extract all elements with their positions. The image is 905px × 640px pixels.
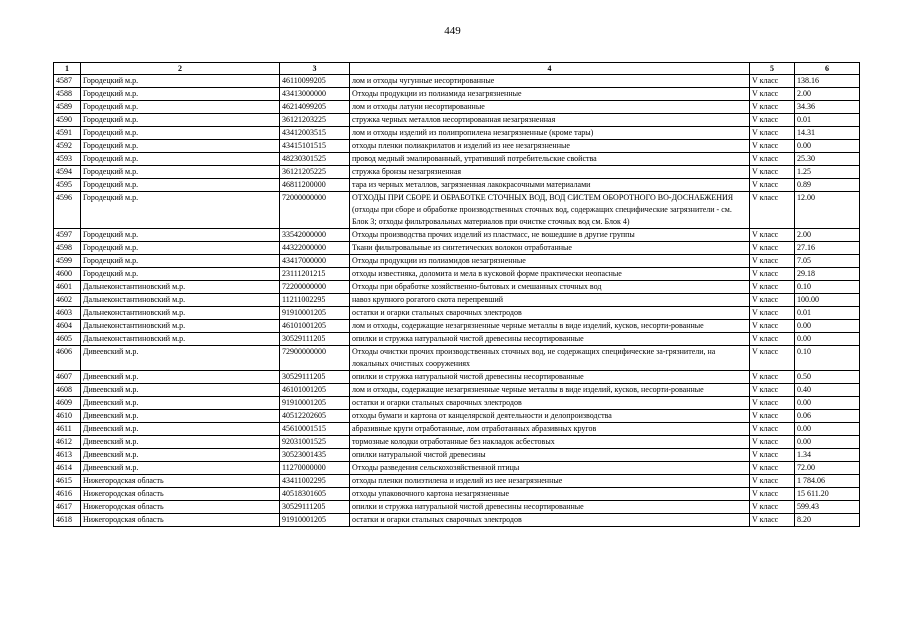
table-row bbox=[54, 75, 860, 88]
waste-code-cell: 30523001435 bbox=[280, 449, 350, 462]
table-row bbox=[54, 346, 860, 371]
hazard-class-cell: V класс bbox=[750, 423, 795, 436]
district-cell: Городецкий м.р. bbox=[81, 179, 280, 192]
district-cell: Дивеевский м.р. bbox=[81, 436, 280, 449]
table-row bbox=[54, 307, 860, 320]
row-number-cell: 4593 bbox=[54, 153, 81, 166]
row-number-cell: 4614 bbox=[54, 462, 81, 475]
district-cell: Городецкий м.р. bbox=[81, 88, 280, 101]
district-cell: Дальнеконстантиновский м.р. bbox=[81, 307, 280, 320]
row-number-cell: 4616 bbox=[54, 488, 81, 501]
page-number: 449 bbox=[444, 25, 461, 37]
hazard-class-cell: V класс bbox=[750, 166, 795, 179]
district-cell: Дальнеконстантиновский м.р. bbox=[81, 320, 280, 333]
waste-name-cell: Отходы производства прочих изделий из пластмасс, не вошедшие в другие группы bbox=[350, 229, 750, 242]
hazard-class-cell: V класс bbox=[750, 320, 795, 333]
waste-name-cell: опилки и стружка натуральной чистой древесины несортированные bbox=[350, 501, 750, 514]
waste-name-cell: отходы бумаги и картона от канцелярской деятельности и делопроизводства bbox=[350, 410, 750, 423]
row-number-cell: 4592 bbox=[54, 140, 81, 153]
column-header: 5 bbox=[750, 63, 795, 75]
district-cell: Городецкий м.р. bbox=[81, 127, 280, 140]
waste-register-table bbox=[53, 62, 860, 527]
amount-cell: 0.00 bbox=[795, 140, 860, 153]
district-cell: Дивеевский м.р. bbox=[81, 384, 280, 397]
waste-name-cell: тара из черных металлов, загрязненная лакокрасочными материалами bbox=[350, 179, 750, 192]
row-number-cell: 4607 bbox=[54, 371, 81, 384]
amount-cell: 0.00 bbox=[795, 436, 860, 449]
hazard-class-cell: V класс bbox=[750, 397, 795, 410]
amount-cell: 7.05 bbox=[795, 255, 860, 268]
waste-name-cell: Отходы продукции из полиамида незагрязненные bbox=[350, 88, 750, 101]
waste-code-cell: 91910001205 bbox=[280, 307, 350, 320]
waste-code-cell: 43411002295 bbox=[280, 475, 350, 488]
row-number-cell: 4599 bbox=[54, 255, 81, 268]
district-cell: Дальнеконстантиновский м.р. bbox=[81, 281, 280, 294]
hazard-class-cell: V класс bbox=[750, 436, 795, 449]
table-row bbox=[54, 371, 860, 384]
amount-cell: 1.25 bbox=[795, 166, 860, 179]
district-cell: Дивеевский м.р. bbox=[81, 397, 280, 410]
waste-code-cell: 33542000000 bbox=[280, 229, 350, 242]
row-number-cell: 4595 bbox=[54, 179, 81, 192]
waste-code-cell: 44322000000 bbox=[280, 242, 350, 255]
amount-cell: 1 784.06 bbox=[795, 475, 860, 488]
waste-name-cell: Отходы при обработке хозяйственно-бытовых и смешанных сточных вод bbox=[350, 281, 750, 294]
waste-name-cell: отходы пленки полиэтилена и изделий из нее незагрязненные bbox=[350, 475, 750, 488]
waste-code-cell: 46214099205 bbox=[280, 101, 350, 114]
row-number-cell: 4603 bbox=[54, 307, 81, 320]
district-cell: Нижегородская область bbox=[81, 514, 280, 527]
district-cell: Городецкий м.р. bbox=[81, 75, 280, 88]
amount-cell: 100.00 bbox=[795, 294, 860, 307]
table-row bbox=[54, 114, 860, 127]
waste-code-cell: 40518301605 bbox=[280, 488, 350, 501]
table-row bbox=[54, 462, 860, 475]
district-cell: Городецкий м.р. bbox=[81, 242, 280, 255]
waste-name-cell: остатки и огарки стальных сварочных электродов bbox=[350, 514, 750, 527]
hazard-class-cell: V класс bbox=[750, 514, 795, 527]
amount-cell: 0.06 bbox=[795, 410, 860, 423]
table-row bbox=[54, 436, 860, 449]
row-number-cell: 4610 bbox=[54, 410, 81, 423]
amount-cell: 72.00 bbox=[795, 462, 860, 475]
waste-code-cell: 43417000000 bbox=[280, 255, 350, 268]
waste-code-cell: 23111201215 bbox=[280, 268, 350, 281]
row-number-cell: 4605 bbox=[54, 333, 81, 346]
hazard-class-cell: V класс bbox=[750, 449, 795, 462]
amount-cell: 138.16 bbox=[795, 75, 860, 88]
table-row bbox=[54, 397, 860, 410]
amount-cell: 0.40 bbox=[795, 384, 860, 397]
waste-name-cell: Отходы разведения сельскохозяйственной птицы bbox=[350, 462, 750, 475]
hazard-class-cell: V класс bbox=[750, 140, 795, 153]
waste-code-cell: 43413000000 bbox=[280, 88, 350, 101]
waste-name-cell: лом и отходы чугунные несортированные bbox=[350, 75, 750, 88]
waste-code-cell: 30529111205 bbox=[280, 371, 350, 384]
row-number-cell: 4608 bbox=[54, 384, 81, 397]
district-cell: Нижегородская область bbox=[81, 501, 280, 514]
waste-name-cell: отходы пленки полиакрилатов и изделий из нее незагрязненные bbox=[350, 140, 750, 153]
district-cell: Городецкий м.р. bbox=[81, 140, 280, 153]
district-cell: Городецкий м.р. bbox=[81, 153, 280, 166]
table-row bbox=[54, 101, 860, 114]
waste-code-cell: 91910001205 bbox=[280, 514, 350, 527]
table-row bbox=[54, 88, 860, 101]
hazard-class-cell: V класс bbox=[750, 88, 795, 101]
hazard-class-cell: V класс bbox=[750, 255, 795, 268]
amount-cell: 0.00 bbox=[795, 397, 860, 410]
waste-name-cell: стружка бронзы незагрязненная bbox=[350, 166, 750, 179]
amount-cell: 599.43 bbox=[795, 501, 860, 514]
district-cell: Дальнеконстантиновский м.р. bbox=[81, 294, 280, 307]
amount-cell: 0.01 bbox=[795, 307, 860, 320]
waste-name-cell: остатки и огарки стальных сварочных электродов bbox=[350, 307, 750, 320]
amount-cell: 0.10 bbox=[795, 281, 860, 294]
waste-code-cell: 72200000000 bbox=[280, 281, 350, 294]
waste-code-cell: 43415101515 bbox=[280, 140, 350, 153]
row-number-cell: 4613 bbox=[54, 449, 81, 462]
amount-cell: 1.34 bbox=[795, 449, 860, 462]
row-number-cell: 4591 bbox=[54, 127, 81, 140]
waste-name-cell: лом и отходы изделий из полипропилена незагрязненные (кроме тары) bbox=[350, 127, 750, 140]
table-row bbox=[54, 166, 860, 179]
district-cell: Дивеевский м.р. bbox=[81, 410, 280, 423]
row-number-cell: 4611 bbox=[54, 423, 81, 436]
amount-cell: 15 611.20 bbox=[795, 488, 860, 501]
hazard-class-cell: V класс bbox=[750, 127, 795, 140]
table-row bbox=[54, 410, 860, 423]
waste-name-cell: отходы упаковочного картона незагрязненные bbox=[350, 488, 750, 501]
row-number-cell: 4597 bbox=[54, 229, 81, 242]
amount-cell: 0.00 bbox=[795, 423, 860, 436]
table-row bbox=[54, 229, 860, 242]
column-header: 1 bbox=[54, 63, 81, 75]
district-cell: Нижегородская область bbox=[81, 488, 280, 501]
row-number-cell: 4602 bbox=[54, 294, 81, 307]
row-number-cell: 4588 bbox=[54, 88, 81, 101]
waste-code-cell: 36121205225 bbox=[280, 166, 350, 179]
district-cell: Городецкий м.р. bbox=[81, 229, 280, 242]
table-header-row bbox=[54, 63, 860, 75]
table-row bbox=[54, 153, 860, 166]
table-body bbox=[54, 75, 860, 527]
waste-name-cell: стружка черных металлов несортированная незагрязненная bbox=[350, 114, 750, 127]
waste-code-cell: 40512202605 bbox=[280, 410, 350, 423]
row-number-cell: 4594 bbox=[54, 166, 81, 179]
hazard-class-cell: V класс bbox=[750, 242, 795, 255]
table-row bbox=[54, 333, 860, 346]
row-number-cell: 4596 bbox=[54, 192, 81, 229]
hazard-class-cell: V класс bbox=[750, 294, 795, 307]
district-cell: Городецкий м.р. bbox=[81, 114, 280, 127]
waste-code-cell: 46110099205 bbox=[280, 75, 350, 88]
row-number-cell: 4589 bbox=[54, 101, 81, 114]
table-row bbox=[54, 384, 860, 397]
amount-cell: 14.31 bbox=[795, 127, 860, 140]
waste-code-cell: 30529111205 bbox=[280, 333, 350, 346]
waste-name-cell: абразивные круги отработанные, лом отработанных абразивных кругов bbox=[350, 423, 750, 436]
district-cell: Городецкий м.р. bbox=[81, 101, 280, 114]
amount-cell: 25.30 bbox=[795, 153, 860, 166]
waste-name-cell: тормозные колодки отработанные без накладок асбестовых bbox=[350, 436, 750, 449]
waste-code-cell: 36121203225 bbox=[280, 114, 350, 127]
district-cell: Городецкий м.р. bbox=[81, 192, 280, 229]
table-row bbox=[54, 242, 860, 255]
district-cell: Нижегородская область bbox=[81, 475, 280, 488]
hazard-class-cell: V класс bbox=[750, 114, 795, 127]
row-number-cell: 4600 bbox=[54, 268, 81, 281]
waste-name-cell: провод медный эмалированный, утративший потребительские свойства bbox=[350, 153, 750, 166]
row-number-cell: 4601 bbox=[54, 281, 81, 294]
amount-cell: 34.36 bbox=[795, 101, 860, 114]
table-row bbox=[54, 268, 860, 281]
waste-code-cell: 72000000000 bbox=[280, 192, 350, 229]
hazard-class-cell: V класс bbox=[750, 75, 795, 88]
waste-name-cell: Отходы очистки прочих производственных сточных вод, не содержащих специфические за-грязнители, на локальных очистных сооружениях bbox=[350, 346, 750, 371]
waste-name-cell: остатки и огарки стальных сварочных электродов bbox=[350, 397, 750, 410]
row-number-cell: 4606 bbox=[54, 346, 81, 371]
amount-cell: 0.00 bbox=[795, 333, 860, 346]
district-cell: Городецкий м.р. bbox=[81, 166, 280, 179]
column-header: 3 bbox=[280, 63, 350, 75]
hazard-class-cell: V класс bbox=[750, 333, 795, 346]
table-row bbox=[54, 179, 860, 192]
hazard-class-cell: V класс bbox=[750, 488, 795, 501]
amount-cell: 2.00 bbox=[795, 229, 860, 242]
hazard-class-cell: V класс bbox=[750, 410, 795, 423]
hazard-class-cell: V класс bbox=[750, 307, 795, 320]
district-cell: Дивеевский м.р. bbox=[81, 423, 280, 436]
row-number-cell: 4615 bbox=[54, 475, 81, 488]
hazard-class-cell: V класс bbox=[750, 101, 795, 114]
waste-name-cell: Отходы продукции из полиамидов незагрязненные bbox=[350, 255, 750, 268]
amount-cell: 0.10 bbox=[795, 346, 860, 371]
waste-name-cell: лом и отходы, содержащие незагрязненные черные металлы в виде изделий, кусков, несорти-рованные bbox=[350, 384, 750, 397]
table-row bbox=[54, 192, 860, 229]
column-header: 4 bbox=[350, 63, 750, 75]
hazard-class-cell: V класс bbox=[750, 346, 795, 371]
amount-cell: 12.00 bbox=[795, 192, 860, 229]
district-cell: Дивеевский м.р. bbox=[81, 449, 280, 462]
district-cell: Городецкий м.р. bbox=[81, 268, 280, 281]
amount-cell: 0.50 bbox=[795, 371, 860, 384]
amount-cell: 27.16 bbox=[795, 242, 860, 255]
waste-code-cell: 30529111205 bbox=[280, 501, 350, 514]
hazard-class-cell: V класс bbox=[750, 229, 795, 242]
amount-cell: 29.18 bbox=[795, 268, 860, 281]
table-row bbox=[54, 514, 860, 527]
row-number-cell: 4618 bbox=[54, 514, 81, 527]
amount-cell: 0.01 bbox=[795, 114, 860, 127]
table-row bbox=[54, 475, 860, 488]
amount-cell: 0.00 bbox=[795, 320, 860, 333]
waste-name-cell: опилки натуральной чистой древесины bbox=[350, 449, 750, 462]
amount-cell: 2.00 bbox=[795, 88, 860, 101]
hazard-class-cell: V класс bbox=[750, 268, 795, 281]
waste-code-cell: 11211002295 bbox=[280, 294, 350, 307]
row-number-cell: 4617 bbox=[54, 501, 81, 514]
row-number-cell: 4604 bbox=[54, 320, 81, 333]
waste-code-cell: 11270000000 bbox=[280, 462, 350, 475]
waste-code-cell: 91910001205 bbox=[280, 397, 350, 410]
hazard-class-cell: V класс bbox=[750, 371, 795, 384]
table-row bbox=[54, 255, 860, 268]
hazard-class-cell: V класс bbox=[750, 179, 795, 192]
table-row bbox=[54, 281, 860, 294]
waste-code-cell: 46811200000 bbox=[280, 179, 350, 192]
row-number-cell: 4590 bbox=[54, 114, 81, 127]
table-row bbox=[54, 501, 860, 514]
hazard-class-cell: V класс bbox=[750, 153, 795, 166]
waste-name-cell: опилки и стружка натуральной чистой древесины несортированные bbox=[350, 371, 750, 384]
table-row bbox=[54, 127, 860, 140]
waste-name-cell: Ткани фильтровальные из синтетических волокон отработанные bbox=[350, 242, 750, 255]
district-cell: Дивеевский м.р. bbox=[81, 346, 280, 371]
waste-code-cell: 92031001525 bbox=[280, 436, 350, 449]
hazard-class-cell: V класс bbox=[750, 475, 795, 488]
hazard-class-cell: V класс bbox=[750, 281, 795, 294]
waste-name-cell: лом и отходы, содержащие незагрязненные черные металлы в виде изделий, кусков, несорти-рованные bbox=[350, 320, 750, 333]
row-number-cell: 4609 bbox=[54, 397, 81, 410]
waste-code-cell: 72900000000 bbox=[280, 346, 350, 371]
district-cell: Дивеевский м.р. bbox=[81, 462, 280, 475]
waste-code-cell: 48230301525 bbox=[280, 153, 350, 166]
row-number-cell: 4587 bbox=[54, 75, 81, 88]
waste-name-cell: опилки и стружка натуральной чистой древесины несортированные bbox=[350, 333, 750, 346]
table-row bbox=[54, 294, 860, 307]
district-cell: Дальнеконстантиновский м.р. bbox=[81, 333, 280, 346]
row-number-cell: 4598 bbox=[54, 242, 81, 255]
table-row bbox=[54, 140, 860, 153]
row-number-cell: 4612 bbox=[54, 436, 81, 449]
waste-name-cell: отходы известняка, доломита и мела в кусковой форме практически неопасные bbox=[350, 268, 750, 281]
district-cell: Дивеевский м.р. bbox=[81, 371, 280, 384]
district-cell: Городецкий м.р. bbox=[81, 255, 280, 268]
table-row bbox=[54, 488, 860, 501]
hazard-class-cell: V класс bbox=[750, 462, 795, 475]
hazard-class-cell: V класс bbox=[750, 501, 795, 514]
hazard-class-cell: V класс bbox=[750, 192, 795, 229]
table-row bbox=[54, 320, 860, 333]
hazard-class-cell: V класс bbox=[750, 384, 795, 397]
amount-cell: 8.20 bbox=[795, 514, 860, 527]
waste-name-cell: ОТХОДЫ ПРИ СБОРЕ И ОБРАБОТКЕ СТОЧНЫХ ВОД, ВОД СИСТЕМ ОБОРОТНОГО ВО-ДОСНАБЖЕНИЯ (отходы при сборе и обработке производственных сточных вод, содержащих специфические загрязнители - см. Блок 3; отходы фильтровальных материалов при очистке сточных вод см. Блок 4) bbox=[350, 192, 750, 229]
waste-code-cell: 46101001205 bbox=[280, 320, 350, 333]
table-row bbox=[54, 423, 860, 436]
waste-name-cell: навоз крупного рогатого скота перепревший bbox=[350, 294, 750, 307]
waste-name-cell: лом и отходы латуни несортированные bbox=[350, 101, 750, 114]
column-header: 6 bbox=[795, 63, 860, 75]
waste-code-cell: 43412003515 bbox=[280, 127, 350, 140]
waste-code-cell: 46101001205 bbox=[280, 384, 350, 397]
column-header: 2 bbox=[81, 63, 280, 75]
waste-code-cell: 45610001515 bbox=[280, 423, 350, 436]
table-row bbox=[54, 449, 860, 462]
amount-cell: 0.89 bbox=[795, 179, 860, 192]
